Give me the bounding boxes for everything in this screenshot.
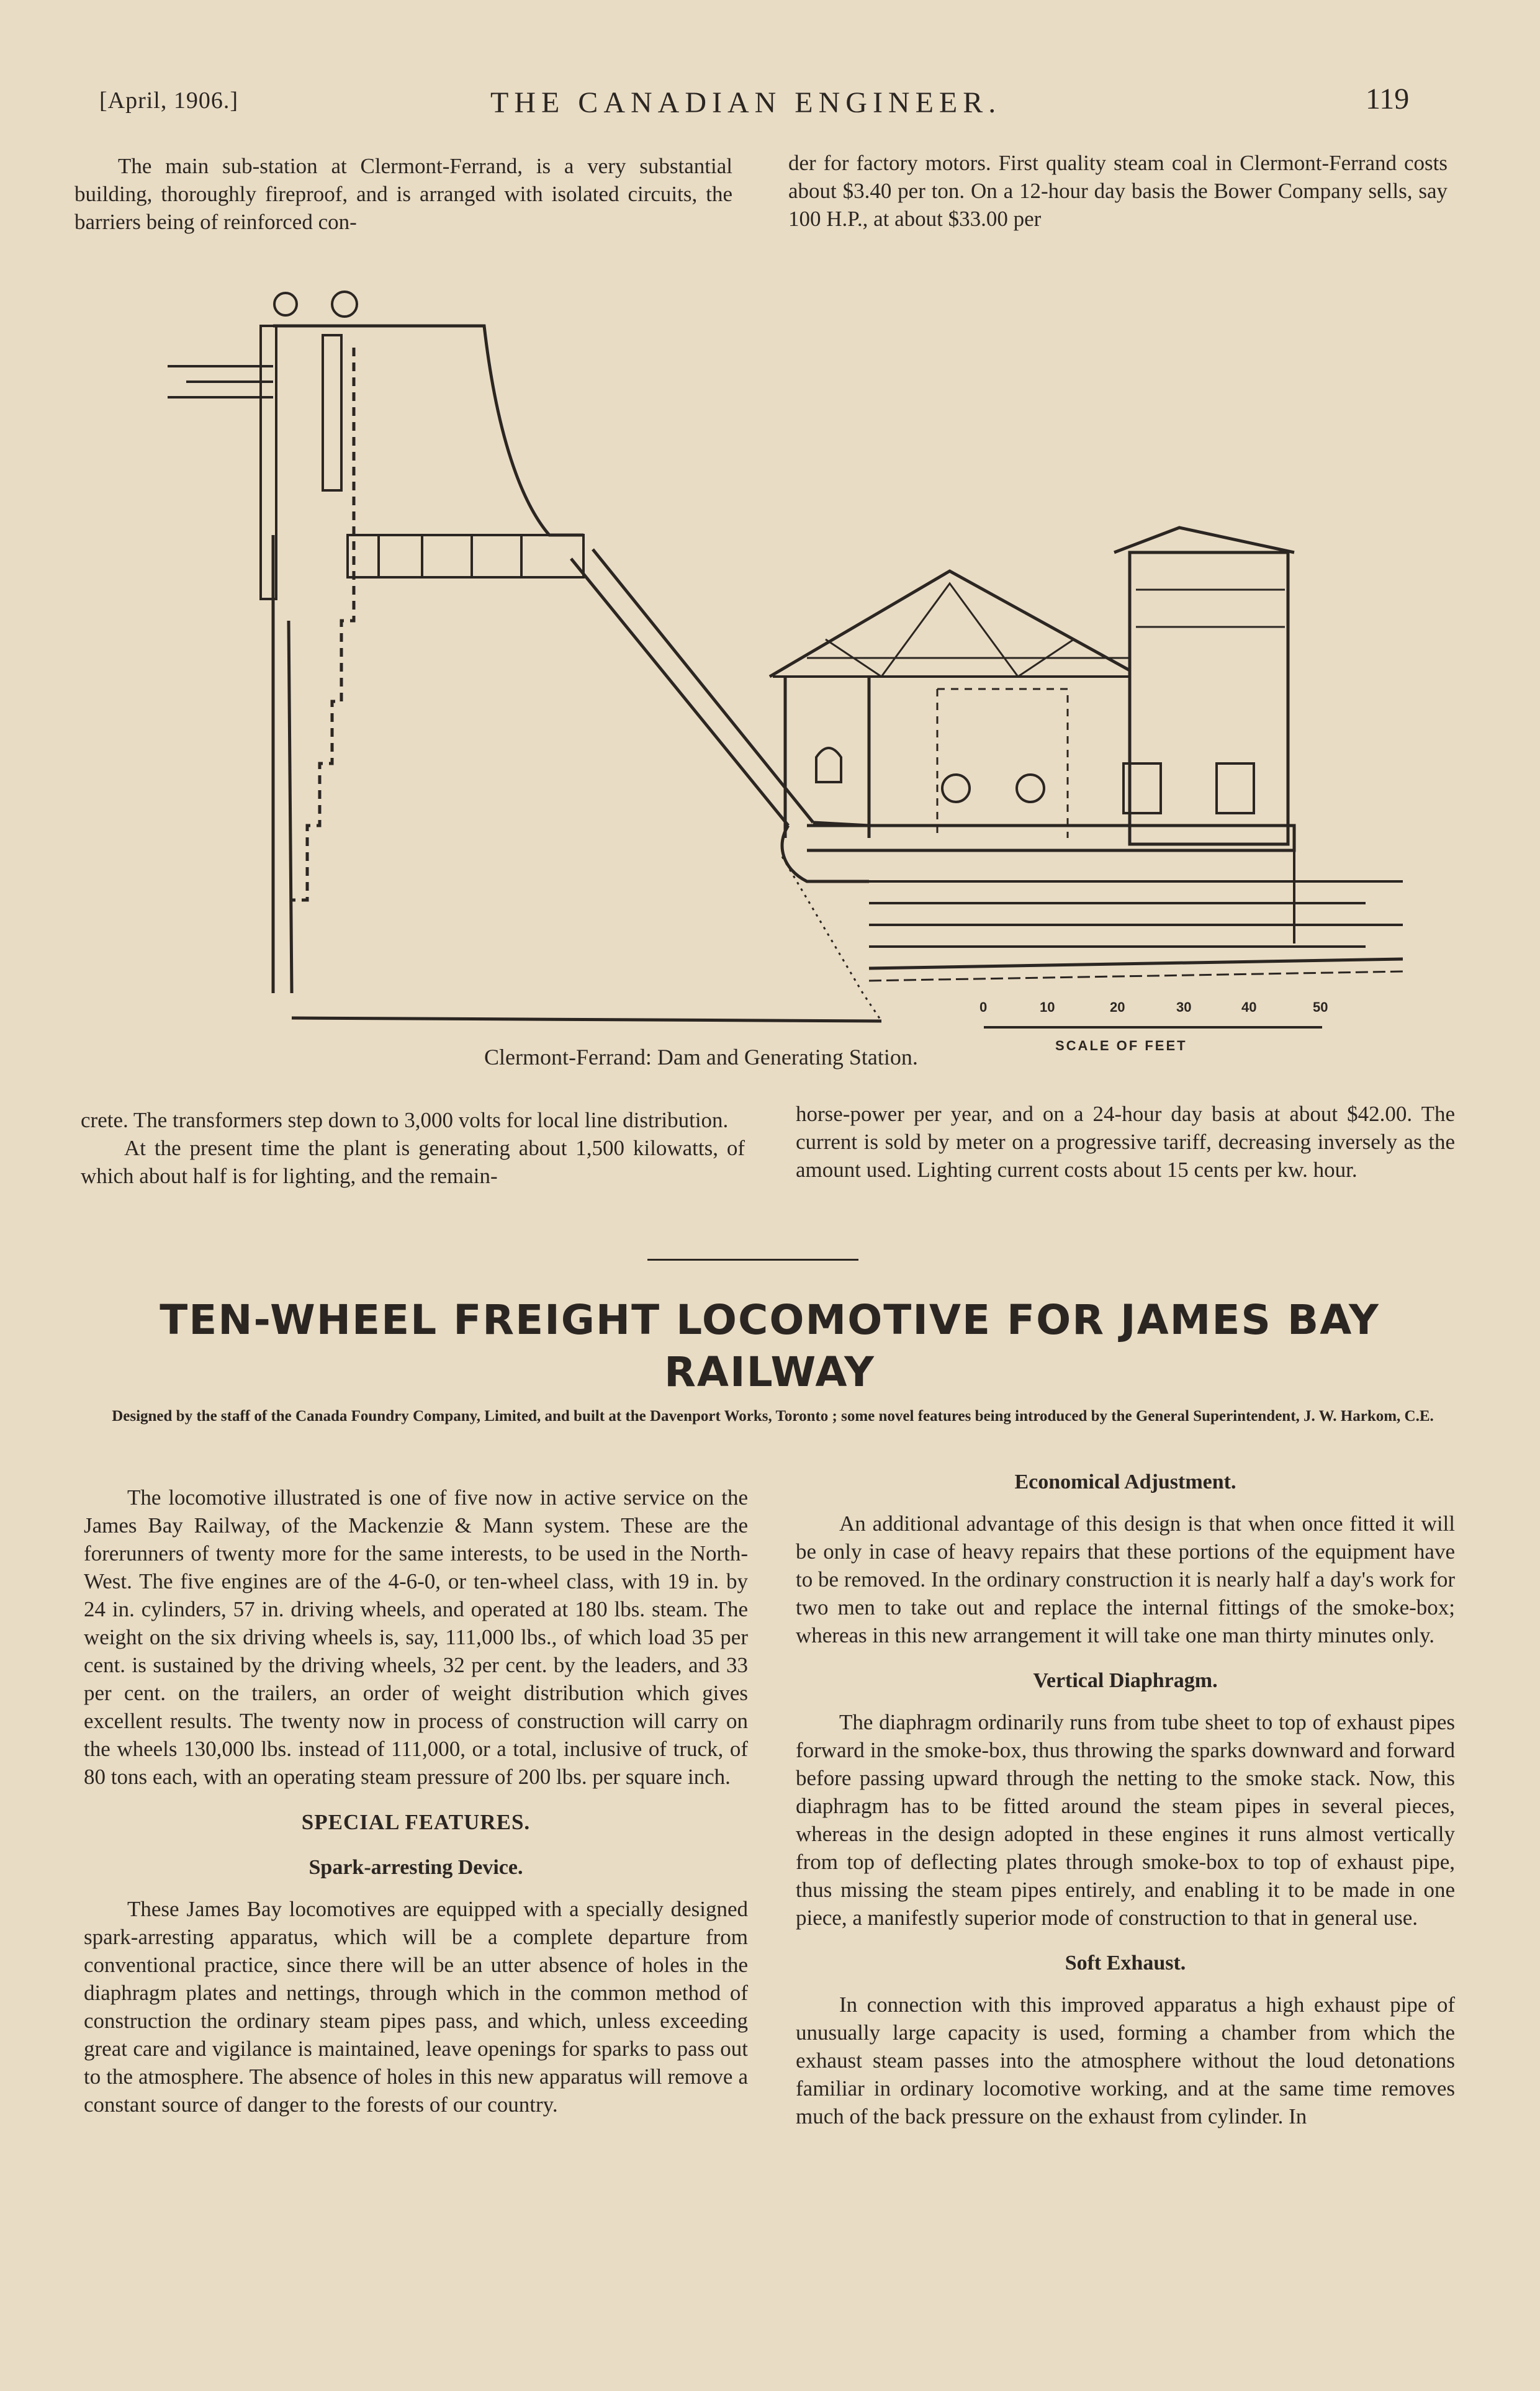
mid-right-column: [796, 1100, 1455, 1184]
scale-tick-20: 20: [1110, 999, 1125, 1015]
spark-paragraph: These James Bay locomotives are equipped with a specially designed spark-arresting apparatus, which will be a complete departure from conventional practice, since there will be an utter absence of holes in the diaphragm plates and nettings, through which in the common method of construction the ordinary steam pipes pass, and which, unless exceeding great care and vigilance is maintained, leave openings for sparks to pass out to the atmosphere. The absence of holes in this new apparatus will remove a constant source of danger to the forests of our country.: [84, 1897, 748, 2117]
journal-title: THE CANADIAN ENGINEER.: [490, 86, 1002, 119]
scale-tick-40: 40: [1241, 999, 1257, 1015]
page-number: 119: [1366, 83, 1410, 115]
spark-heading: Spark-arresting Device.: [308, 1856, 523, 1879]
scale-tick-0: 0: [979, 999, 988, 1015]
article-title: TEN-WHEEL FREIGHT LOCOMOTIVE FOR JAMES BAY RAILWAY: [160, 1296, 1380, 1396]
scale-label: SCALE OF FEET: [1055, 1038, 1187, 1053]
mid-right-paragraph: horse-power per year, and on a 24-hour day basis at about $42.00. The current is sold by meter on a progressive tariff, decreasing inversely as the amount used. Lighting current costs about 15 cents per kw. hour.: [796, 1102, 1455, 1182]
intro-paragraph: The locomotive illustrated is one of five now in active service on the James Bay Railway, of the Mackenzie & Mann system. These are the forerunners of twenty more for the same interests, to be used in the North-West. The five engines are of the 4-6-0, or ten-wheel class, with 19 in. by 24 in. cylinders, 57 in. driving wheels, and operated at 180 lbs. steam. The weight on the six driving wheels is, say, 111,000 lbs., of which load 35 per cent. is sustained by the driving wheels, 32 per cent. by the leaders, and 33 per cent. on the trailers, an order of weight distribution which gives excellent results. The twenty now in process of construction will carry on the wheels 130,000 lbs. instead of 111,000, or a total, inclusive of truck, of 80 tons each, with an operating steam pressure of 200 lbs. per square inch.: [84, 1485, 748, 1789]
special-features-heading: SPECIAL FEATURES.: [301, 1810, 531, 1834]
dam-station-drawing: [0, 0, 1540, 1068]
economical-paragraph: An additional advantage of this design is that when once fitted it will be only in case of heavy repairs that these portions of the equipment have to be removed. In the ordinary construction it is nearly half a day's work for two men to take out and replace the internal fittings of the smoke-box; whereas in this new arrangement it will take one man thirty minutes only.: [796, 1511, 1455, 1647]
scale-tick-30: 30: [1176, 999, 1192, 1015]
economical-heading: Economical Adjustment.: [1014, 1470, 1236, 1493]
vertical-paragraph: The diaphragm ordinarily runs from tube sheet to top of exhaust pipes forward in the smoke-box, thus throwing the sparks downward and forward before passing upward through the netting to the smoke stack. Now, this diaphragm has to be fitted around the steam pipes in several pieces, whereas in the design adopted in these engines it runs almost vertically from top of deflecting plates through smoke-box to top of exhaust pipe, thus missing the steam pipes entirely, and enabling it to be made in one piece, a manifestly superior mode of construction to that in general use.: [796, 1710, 1455, 1930]
mid-left-paragraph-1: crete. The transformers step down to 3,000 volts for local line distribution.: [81, 1108, 729, 1132]
scale-of-feet: [979, 999, 1328, 1053]
top-right-paragraph: der for factory motors. First quality steam coal in Clermont-Ferrand costs about $3.40 per ton. On a 12-hour day basis the Bower Company sells, say 100 H.P., at about $33.00 per: [788, 151, 1448, 231]
scale-tick-10: 10: [1040, 999, 1055, 1015]
section-divider: [647, 1259, 858, 1261]
article-left-column: [84, 1484, 748, 2119]
soft-exhaust-paragraph: In connection with this improved apparatus a high exhaust pipe of unusually large capacity is used, forming a chamber from which the exhaust steam passes into the atmosphere without the loud detonations familiar in ordinary locomotive working, and at the same time removes much of the back pressure on the exhaust from cylinder. In: [796, 1993, 1455, 2128]
issue-date: [April, 1906.]: [99, 88, 239, 114]
figure-caption: Clermont-Ferrand: Dam and Generating Station.: [484, 1045, 918, 1069]
mid-left-paragraph-2: At the present time the plant is generating about 1,500 kilowatts, of which about half is for lighting, and the remain-: [81, 1136, 745, 1188]
vertical-heading: Vertical Diaphragm.: [1033, 1669, 1218, 1692]
article-byline: Designed by the staff of the Canada Foundry Company, Limited, and built at the Davenport Works, Toronto ; some novel features being introduced by the General Superintendent, J. W. Harkom, C.E.: [112, 1408, 1434, 1425]
soft-exhaust-heading: Soft Exhaust.: [1065, 1952, 1186, 1974]
article-right-column: [796, 1468, 1455, 2130]
scale-tick-50: 50: [1313, 999, 1328, 1015]
mid-left-column: [81, 1106, 745, 1190]
top-left-paragraph: The main sub-station at Clermont-Ferrand, is a very substantial building, thoroughly fireproof, and is arranged with isolated circuits, the barriers being of reinforced con-: [74, 154, 732, 234]
